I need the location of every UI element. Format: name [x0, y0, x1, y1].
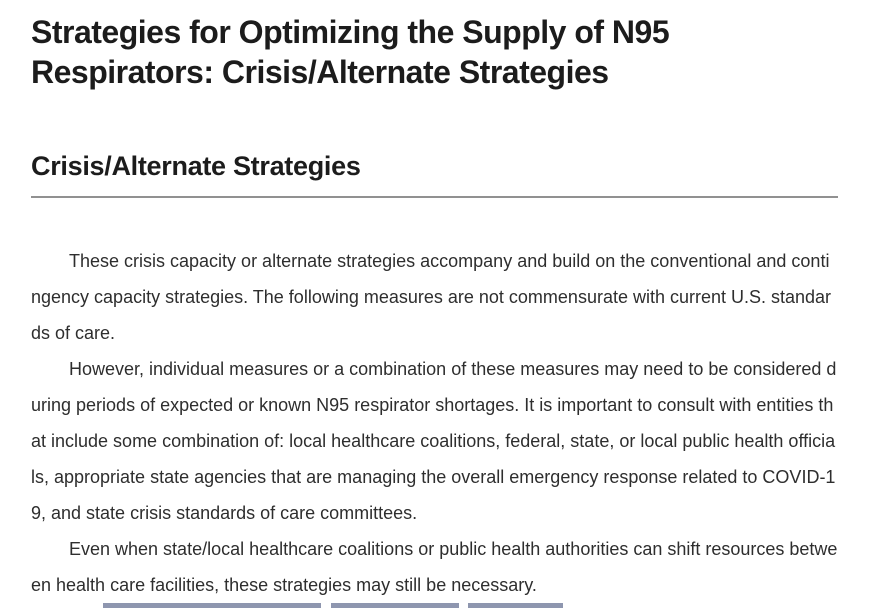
clipped-text-segment — [331, 603, 459, 608]
section-heading: Crisis/Alternate Strategies — [31, 149, 838, 198]
clipped-next-line — [0, 602, 869, 608]
paragraph: However, individual measures or a combination of these measures may need to be considered during periods of expected or known N95 respirator shortages. It is important to consult with entities that include some combination of: local healthcare coalitions, federal, state, or local public health officials, appropriate state agencies that are managing the overall emergency response related to COVID-19, and state crisis standards of care committees. — [31, 359, 837, 523]
page-title — [31, 12, 838, 92]
page-title-line-2: Respirators: Crisis/Alternate Strategies — [31, 54, 609, 90]
body-text — [31, 243, 838, 603]
clipped-text-segment — [103, 603, 321, 608]
paragraph: Even when state/local healthcare coalitions or public health authorities can shift resources between health care facilities, these strategies may still be necessary. — [31, 539, 838, 595]
page-title-line-1: Strategies for Optimizing the Supply of N95 — [31, 14, 670, 50]
clipped-text-segment — [468, 603, 563, 608]
paragraph: These crisis capacity or alternate strategies accompany and build on the conventional and contingency capacity strategies. The following measures are not commensurate with current U.S. standards of care. — [31, 251, 832, 343]
